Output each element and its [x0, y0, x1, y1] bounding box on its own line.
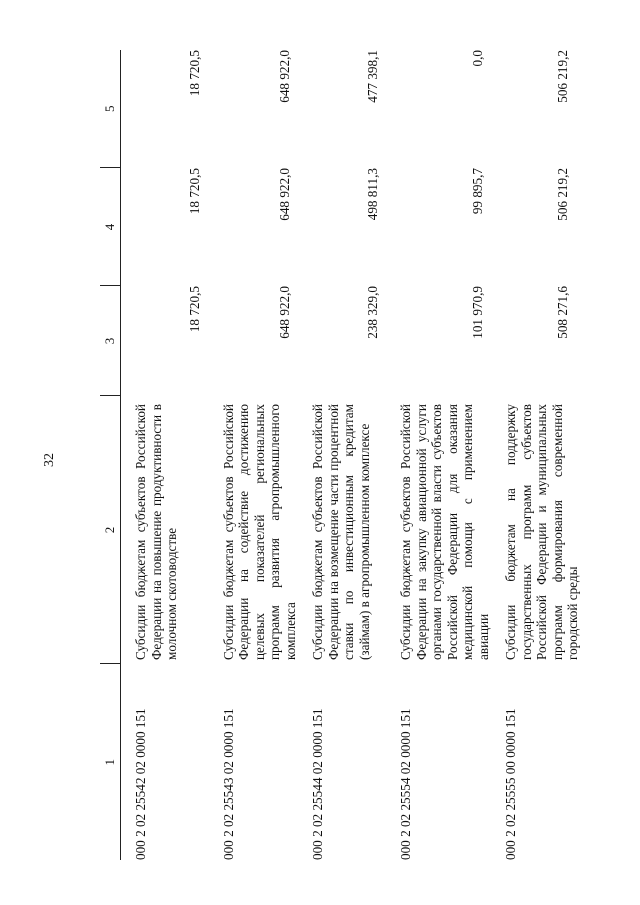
amount-col5: 506 219,2 — [555, 50, 570, 103]
amount-col5: 648 922,0 — [276, 50, 292, 103]
column-header: 2 — [100, 396, 121, 664]
classification-code: 000 2 02 25542 02 0000 151 — [133, 708, 148, 860]
income-name: Субсидии бюджетам субъектов Российской Федерации на повышение продуктивности в молочном скотоводстве — [133, 404, 179, 660]
amount-col4: 18 720,5 — [187, 168, 202, 215]
income-name: Субсидии бюджетам на поддержку государственных программ субъектов Российской Федерации и муниципальных программ формирования современной городской среды — [503, 404, 580, 660]
amount-col3: 238 329,0 — [364, 286, 380, 339]
amount-col4: 99 895,7 — [469, 168, 485, 215]
amount-col3: 648 922,0 — [276, 286, 292, 339]
amount-col4: 648 922,0 — [276, 168, 292, 221]
column-header: 5 — [100, 50, 121, 168]
classification-code: 000 2 02 25554 02 0000 151 — [398, 708, 413, 860]
page-number: 32 — [42, 453, 57, 467]
classification-code: 000 2 02 25555 00 0000 151 — [503, 708, 518, 860]
budget-table — [100, 50, 581, 860]
table-row — [298, 50, 386, 860]
income-name: Субсидии бюджетам субъектов Российской Федерации на содействие достижению целевых показателей региональных программ развития агропромышленного комплекса — [220, 404, 298, 660]
amount-col3: 101 970,9 — [469, 286, 485, 339]
table-header-row — [100, 50, 121, 860]
amount-col4: 506 219,2 — [555, 168, 570, 221]
table-row — [121, 50, 209, 860]
amount-col4: 498 811,3 — [364, 168, 380, 221]
amount-col5: 18 720,5 — [187, 50, 202, 97]
table-row — [209, 50, 299, 860]
table-row — [386, 50, 491, 860]
column-header: 4 — [100, 168, 121, 286]
column-header: 3 — [100, 286, 121, 396]
amount-col5: 0,0 — [469, 50, 485, 67]
column-header: 1 — [100, 664, 121, 860]
amount-col3: 18 720,5 — [187, 286, 202, 333]
rotated-table-container — [100, 50, 580, 860]
classification-code: 000 2 02 25543 02 0000 151 — [220, 708, 236, 860]
amount-col3: 508 271,6 — [555, 286, 570, 339]
amount-col5: 477 398,1 — [364, 50, 380, 103]
classification-code: 000 2 02 25544 02 0000 151 — [310, 708, 325, 860]
income-name: Субсидии бюджетам субъектов Российской Федерации на возмещение части процентной ставки по инвестиционным кредитам (займам) в агропромышленном комплексе — [310, 404, 372, 660]
income-name: Субсидии бюджетам субъектов Российской Федерации на закупку авиационной услуги органами государственной власти субъектов Российской Федерации для оказания медицинской помощи с применением авиации — [398, 404, 491, 660]
table-row — [491, 50, 581, 860]
